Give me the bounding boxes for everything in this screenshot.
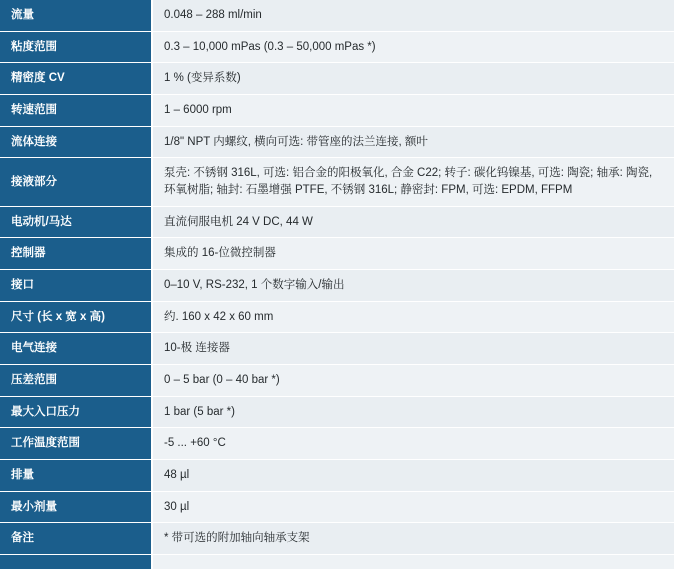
table-row bbox=[0, 396, 674, 428]
row-label: 排量 bbox=[0, 460, 152, 492]
table-row bbox=[0, 428, 674, 460]
row-label: 工作温度范围 bbox=[0, 428, 152, 460]
row-value: 1 – 6000 rpm bbox=[152, 95, 674, 127]
row-value: 1/8" NPT 内螺纹, 横向可选: 带管座的法兰连接, 额叶 bbox=[152, 126, 674, 158]
row-label: 电动机/马达 bbox=[0, 206, 152, 238]
row-label: 接口 bbox=[0, 270, 152, 302]
table-row bbox=[0, 333, 674, 365]
table-row bbox=[0, 158, 674, 206]
row-value bbox=[152, 555, 674, 569]
row-value: 10-极 连接器 bbox=[152, 333, 674, 365]
row-value: 0–10 V, RS-232, 1 个数字输入/输出 bbox=[152, 270, 674, 302]
row-value: 1 bar (5 bar *) bbox=[152, 396, 674, 428]
row-label: 尺寸 (长 x 宽 x 高) bbox=[0, 301, 152, 333]
row-value: 0 – 5 bar (0 – 40 bar *) bbox=[152, 365, 674, 397]
table-row bbox=[0, 126, 674, 158]
table-row bbox=[0, 460, 674, 492]
row-value: 48 µl bbox=[152, 460, 674, 492]
table-row bbox=[0, 555, 674, 569]
row-label: 最小剂量 bbox=[0, 491, 152, 523]
row-value: 约. 160 x 42 x 60 mm bbox=[152, 301, 674, 333]
table-row bbox=[0, 301, 674, 333]
table-row bbox=[0, 63, 674, 95]
row-value: 30 µl bbox=[152, 491, 674, 523]
row-label: 电气连接 bbox=[0, 333, 152, 365]
row-value: 0.3 – 10,000 mPas (0.3 – 50,000 mPas *) bbox=[152, 31, 674, 63]
row-label: 控制器 bbox=[0, 238, 152, 270]
row-value: 直流伺服电机 24 V DC, 44 W bbox=[152, 206, 674, 238]
row-label: 压差范围 bbox=[0, 365, 152, 397]
row-label: 备注 bbox=[0, 523, 152, 555]
row-value: 0.048 – 288 ml/min bbox=[152, 0, 674, 31]
row-label bbox=[0, 555, 152, 569]
row-label: 粘度范围 bbox=[0, 31, 152, 63]
table-row bbox=[0, 365, 674, 397]
table-row bbox=[0, 31, 674, 63]
row-label: 转速范围 bbox=[0, 95, 152, 127]
table-row bbox=[0, 523, 674, 555]
table-row bbox=[0, 206, 674, 238]
row-value: 泵壳: 不锈钢 316L, 可选: 铝合金的阳极氧化, 合金 C22; 转子: 碳化钨镍基, 可选: 陶瓷; 轴承: 陶瓷, 环氧树脂; 轴封: 石墨增强 PTFE, 不锈钢 316L; 静密封: FPM, 可选: EPDM, FFPM bbox=[152, 158, 674, 206]
table-row bbox=[0, 491, 674, 523]
row-value: * 带可选的附加轴向轴承支架 bbox=[152, 523, 674, 555]
table-row bbox=[0, 238, 674, 270]
row-label: 精密度 CV bbox=[0, 63, 152, 95]
row-label: 流量 bbox=[0, 0, 152, 31]
row-label: 接液部分 bbox=[0, 158, 152, 206]
row-label: 流体连接 bbox=[0, 126, 152, 158]
table-row bbox=[0, 0, 674, 31]
row-value: -5 ... +60 °C bbox=[152, 428, 674, 460]
table-row bbox=[0, 95, 674, 127]
row-label: 最大入口压力 bbox=[0, 396, 152, 428]
table-row bbox=[0, 270, 674, 302]
row-value: 1 % (变异系数) bbox=[152, 63, 674, 95]
row-value: 集成的 16-位微控制器 bbox=[152, 238, 674, 270]
